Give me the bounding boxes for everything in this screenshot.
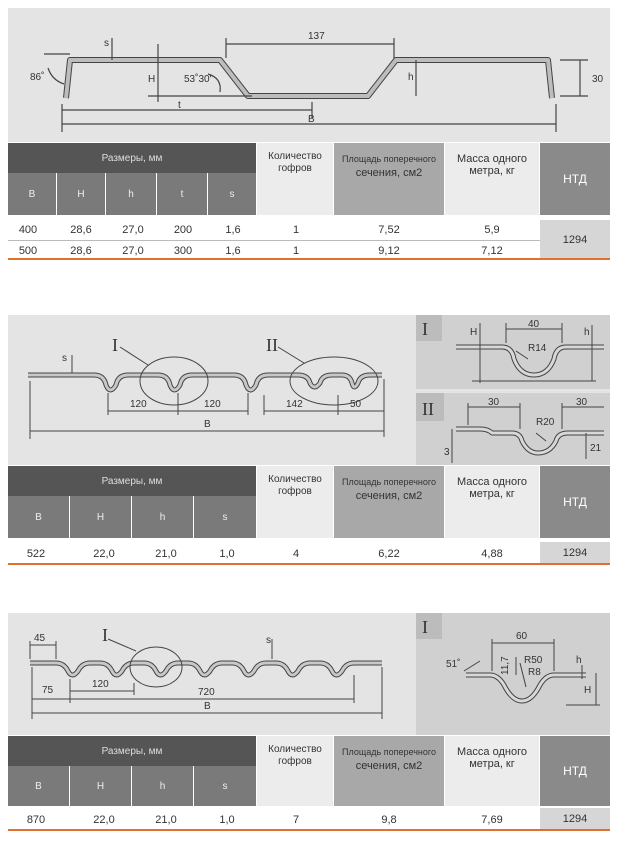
radius-R8: R8 [528, 667, 541, 678]
dim-3: 3 [444, 447, 450, 458]
cell-area: 6,22 [378, 548, 400, 560]
dim-21: 21 [590, 443, 602, 454]
corrugations-header: Количество гофров [257, 736, 333, 806]
cell-B: 870 [26, 814, 46, 826]
profile-2-table [8, 466, 610, 566]
label-B: B [308, 114, 315, 125]
ntd-value: 1294 [540, 808, 610, 829]
cell-mass: 7,69 [481, 814, 503, 826]
sub-header-s: s [194, 766, 256, 806]
label-h: h [576, 655, 582, 666]
cell-s: 1,0 [219, 814, 235, 826]
label-B: B [204, 701, 211, 712]
mass-header-line-1: Масса одного [457, 746, 527, 758]
cell-area: 7,52 [378, 224, 400, 236]
roman-I: I [422, 617, 428, 637]
sub-header-B: B [8, 496, 69, 538]
cell-H: 22,0 [93, 548, 115, 560]
sub-header-B: B [8, 766, 69, 806]
detail-II-panel [416, 393, 610, 465]
dim-45: 45 [34, 633, 46, 644]
mass-header [445, 143, 539, 215]
area-header-line-2: сечения, см2 [355, 490, 423, 502]
cell-s: 1,0 [219, 548, 235, 560]
ntd-header: НТД [540, 143, 610, 215]
dim-60: 60 [516, 631, 528, 642]
cell-mass: 7,12 [481, 245, 503, 257]
radius-R20: R20 [536, 417, 555, 428]
radius-R50: R50 [524, 655, 543, 666]
sub-header-H: H [70, 496, 131, 538]
cell-s: 1,6 [225, 245, 241, 257]
cell-area: 9,8 [381, 814, 397, 826]
sub-header-s: s [194, 496, 256, 538]
sub-header-h: h [106, 173, 156, 215]
profile-2-drawing-panel [8, 315, 610, 465]
table-row [8, 810, 610, 831]
mass-header [445, 736, 539, 806]
cell-mass: 4,88 [481, 548, 503, 560]
detail-I-panel [416, 315, 610, 389]
dim-120-a: 120 [130, 399, 147, 410]
cell-count: 1 [292, 224, 300, 236]
dim-11-7: 11,7 [500, 656, 511, 675]
dim-40: 40 [528, 319, 540, 330]
dim-50: 50 [350, 399, 362, 410]
angle-86: 86˚ [30, 72, 45, 83]
label-H: H [470, 327, 478, 338]
corrugations-header: Количество гофров [257, 143, 333, 215]
label-B: B [204, 419, 211, 430]
area-header [334, 736, 444, 806]
mass-header [445, 466, 539, 538]
angle-53: 53˚30' [184, 74, 212, 85]
cell-h: 21,0 [155, 814, 177, 826]
sizes-header: Размеры, мм [8, 466, 256, 496]
label-s: s [104, 38, 109, 49]
detail-I-drawing [416, 613, 610, 735]
dim-137: 137 [308, 31, 325, 42]
area-header [334, 143, 444, 215]
roman-II: II [422, 399, 434, 419]
profile-1-table [8, 143, 610, 260]
sub-header-s: s [208, 173, 256, 215]
cell-B: 522 [26, 548, 46, 560]
area-header-line-1: Площадь поперечного [342, 477, 436, 487]
cell-h: 21,0 [155, 548, 177, 560]
row-divider [8, 258, 610, 260]
area-header-line-1: Площадь поперечного [342, 154, 436, 164]
ntd-header: НТД [540, 466, 610, 538]
dim-30-a: 30 [488, 397, 500, 408]
dim-720: 720 [198, 687, 215, 698]
cell-count: 7 [292, 814, 300, 826]
cell-H: 28,6 [70, 245, 92, 257]
cell-mass: 5,9 [484, 224, 500, 236]
mass-header-line-1: Масса одного [457, 153, 527, 165]
label-h: h [584, 327, 590, 338]
sub-header-t: t [157, 173, 207, 215]
label-s: s [266, 635, 271, 646]
cell-B: 400 [18, 224, 38, 236]
table-row [8, 220, 540, 241]
roman-I: I [112, 335, 118, 355]
dim-30: 30 [592, 74, 604, 85]
detail-I-panel [416, 613, 610, 735]
sub-header-h: h [132, 766, 193, 806]
cell-B: 500 [18, 245, 38, 257]
sub-header-H: H [57, 173, 105, 215]
mass-header-line-2: метра, кг [469, 758, 515, 770]
dim-120-b: 120 [204, 399, 221, 410]
ntd-value: 1294 [540, 220, 610, 260]
cell-count: 1 [292, 245, 300, 257]
row-divider [8, 563, 610, 565]
cell-h: 27,0 [122, 224, 144, 236]
angle-51: 51˚ [446, 659, 461, 670]
sub-header-H: H [70, 766, 131, 806]
area-header-line-2: сечения, см2 [355, 760, 423, 772]
label-h: h [408, 72, 414, 83]
ntd-header: НТД [540, 736, 610, 806]
dim-142: 142 [286, 399, 303, 410]
label-t: t [178, 100, 181, 111]
dim-120: 120 [92, 679, 109, 690]
cell-t: 300 [173, 245, 193, 257]
sizes-header: Размеры, мм [8, 736, 256, 766]
cell-s: 1,6 [225, 224, 241, 236]
label-H: H [584, 685, 592, 696]
detail-I-drawing [416, 315, 610, 389]
radius-R14: R14 [528, 343, 547, 354]
dim-30-b: 30 [576, 397, 588, 408]
mass-header-line-1: Масса одного [457, 476, 527, 488]
cell-H: 28,6 [70, 224, 92, 236]
cell-h: 27,0 [122, 245, 144, 257]
roman-I: I [422, 319, 428, 339]
dim-75: 75 [42, 685, 54, 696]
sub-header-B: B [8, 173, 56, 215]
area-header [334, 466, 444, 538]
cell-H: 22,0 [93, 814, 115, 826]
ntd-value: 1294 [540, 542, 610, 563]
profile-1-drawing [8, 8, 610, 142]
profile-1-drawing-panel [8, 8, 610, 142]
mass-header-line-2: метра, кг [469, 165, 515, 177]
roman-II: II [266, 335, 278, 355]
profile-3-table [8, 736, 610, 832]
cell-count: 4 [292, 548, 300, 560]
row-divider [8, 829, 610, 831]
label-H: H [148, 74, 156, 85]
corrugations-header: Количество гофров [257, 466, 333, 538]
mass-header-line-2: метра, кг [469, 488, 515, 500]
sub-header-h: h [132, 496, 193, 538]
label-s: s [62, 353, 67, 364]
detail-II-drawing [416, 393, 610, 465]
profile-3-drawing-panel [8, 613, 610, 735]
table-row [8, 544, 610, 565]
cell-area: 9,12 [378, 245, 400, 257]
roman-I: I [102, 625, 108, 645]
area-header-line-1: Площадь поперечного [342, 747, 436, 757]
sizes-header: Размеры, мм [8, 143, 256, 173]
area-header-line-2: сечения, см2 [355, 167, 423, 179]
cell-t: 200 [173, 224, 193, 236]
